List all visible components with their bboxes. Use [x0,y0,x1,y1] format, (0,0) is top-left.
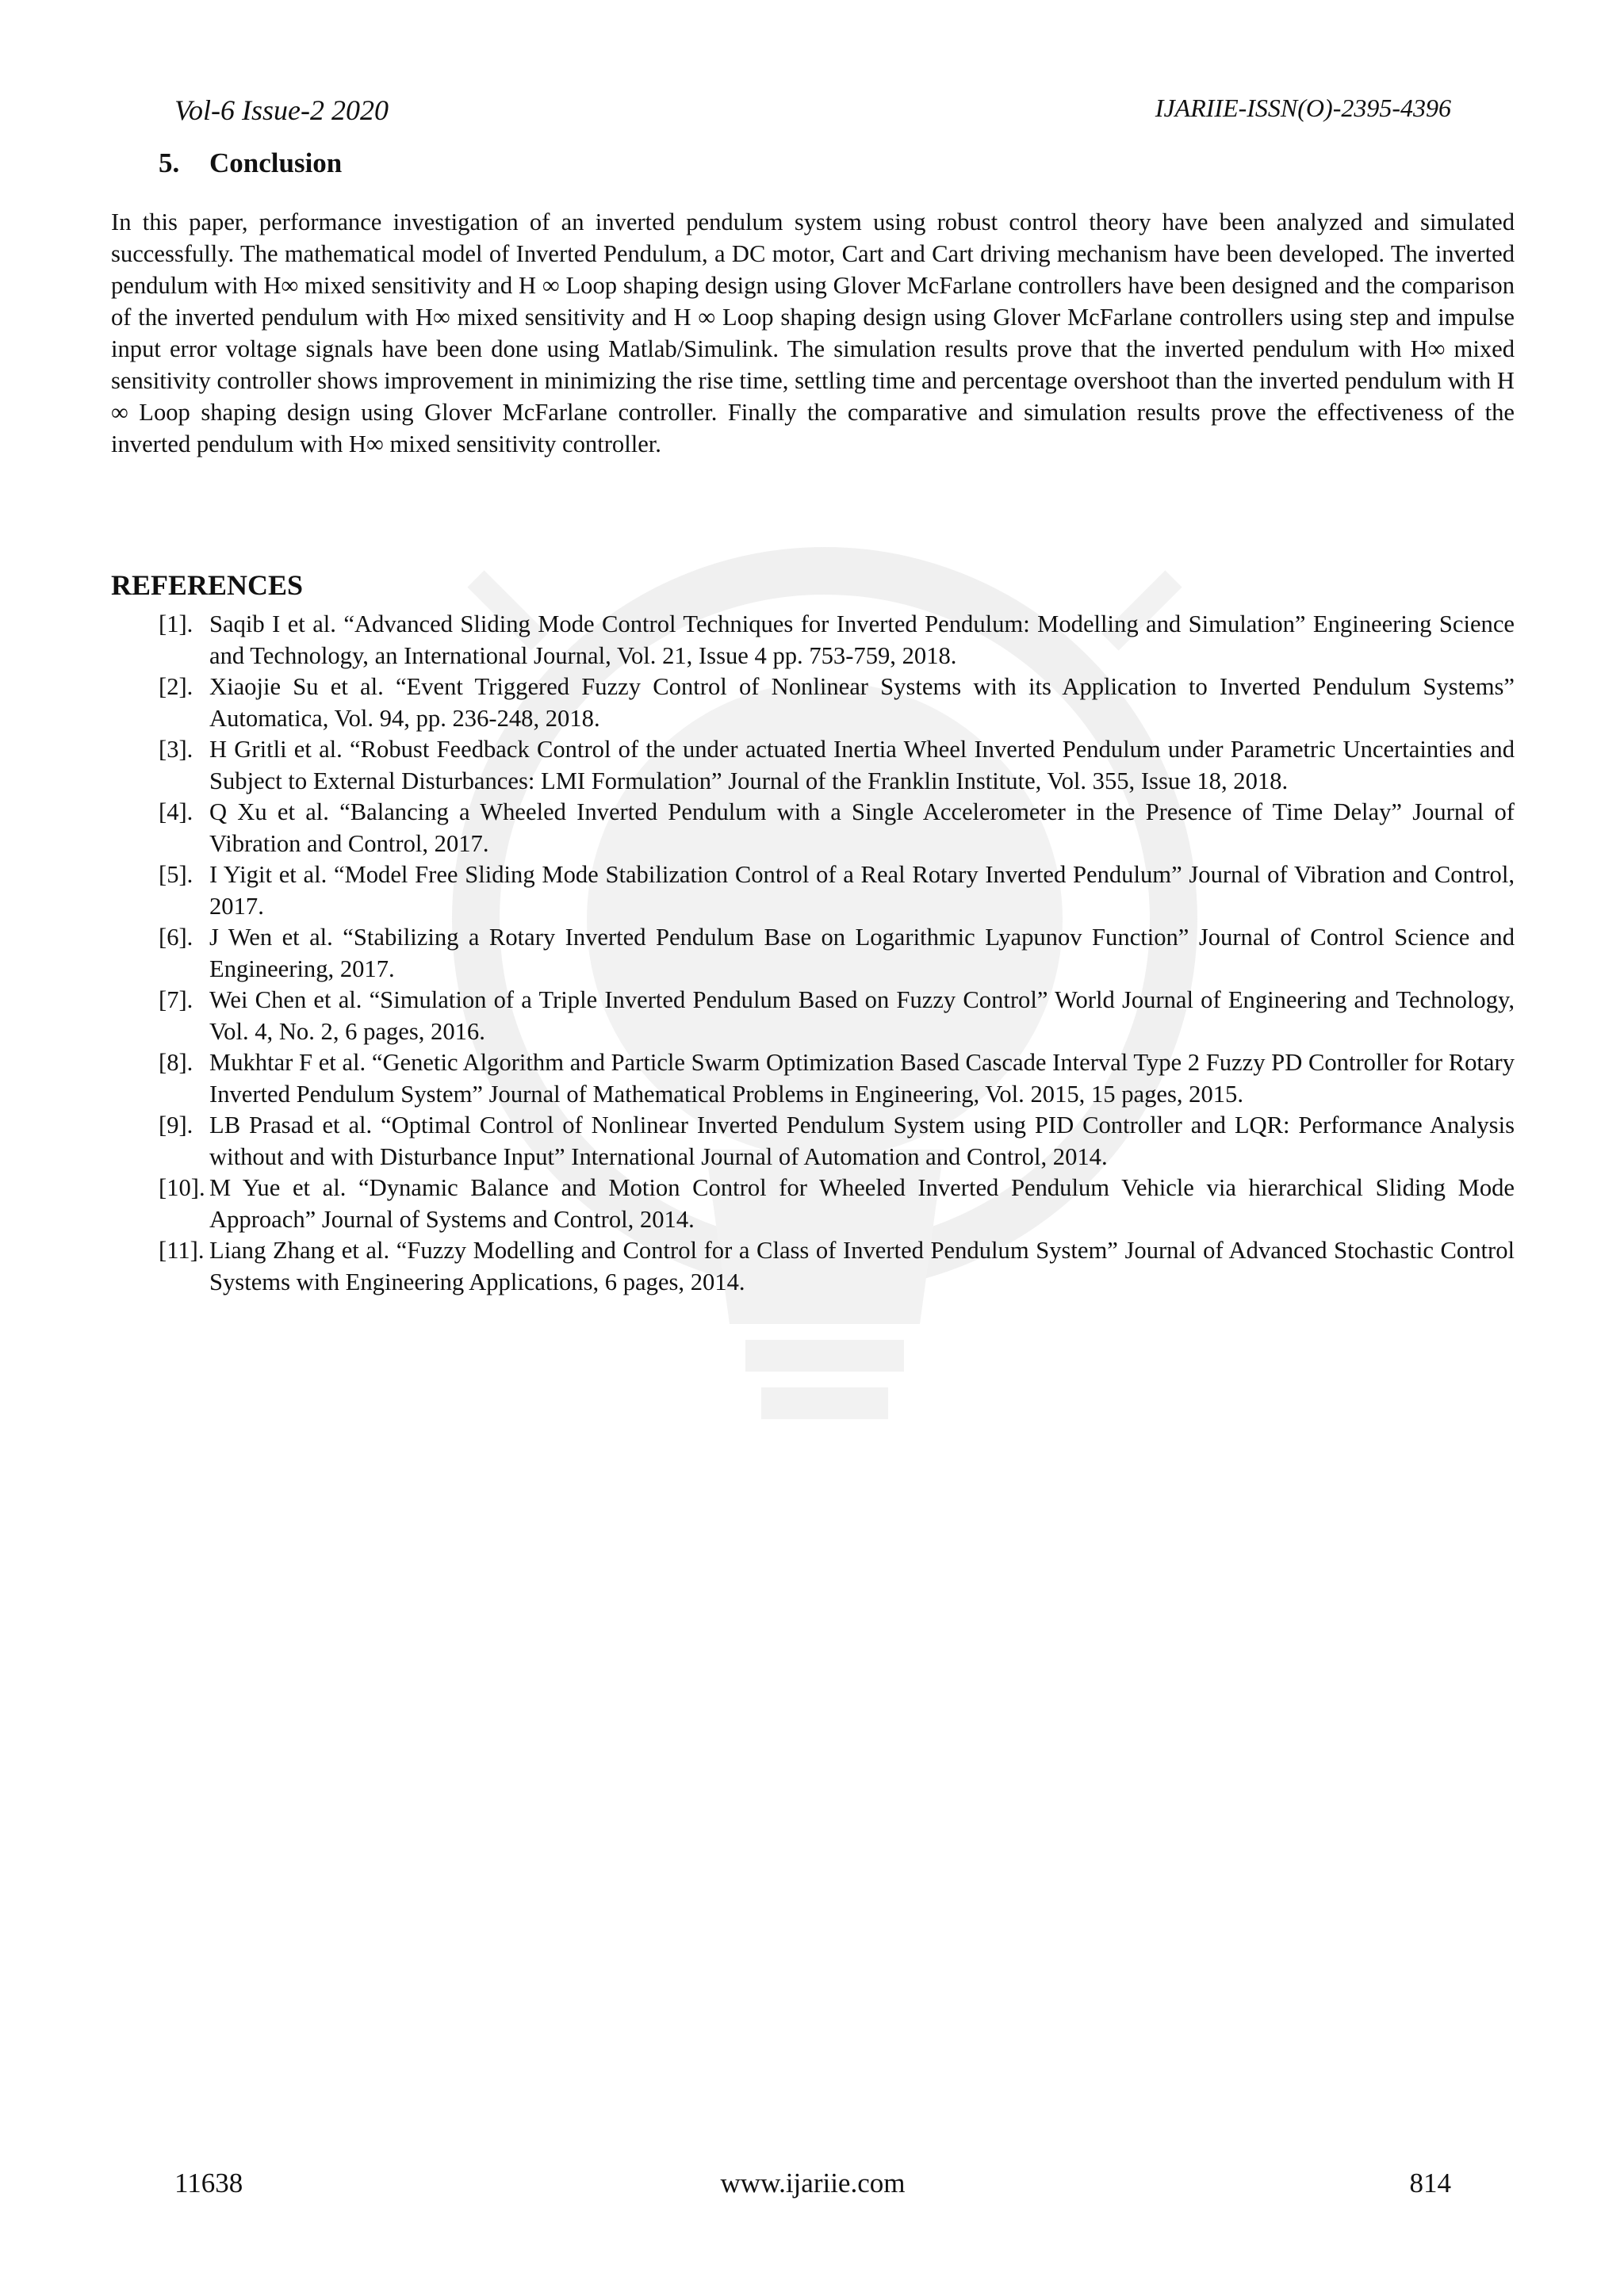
reference-index: [5]. [159,861,193,888]
reference-text: Mukhtar F et al. “Genetic Algorithm and Particle Swarm Optimization Based Cascade Interval Type 2 Fuzzy PD Controller for Rotary Inverted Pendulum System” Journal of Mathematical Problems in Engineering, Vol. 2015, 15 pages, 2015. [209,1049,1515,1108]
reference-item [111,734,1515,797]
journal-volume-issue: Vol-6 Issue-2 2020 [174,94,389,126]
reference-text: LB Prasad et al. “Optimal Control of Nonlinear Inverted Pendulum System using PID Controller and LQR: Performance Analysis without and with Disturbance Input” International Journal of Automation and Control, 2014. [209,1112,1515,1170]
reference-item [111,859,1515,922]
section-title: Conclusion [209,147,343,178]
reference-index: [9]. [159,1112,193,1138]
page-number: 814 [1409,2168,1451,2198]
references-heading: REFERENCES [111,569,304,601]
reference-text: Q Xu et al. “Balancing a Wheeled Inverted Pendulum with a Single Accelerometer in the Presence of Time Delay” Journal of Vibration and Control, 2017. [209,798,1515,857]
reference-index: [10]. [159,1174,205,1201]
reference-text: Liang Zhang et al. “Fuzzy Modelling and Control for a Class of Inverted Pendulum System” Journal of Advanced Stochastic Control Systems with Engineering Applications, 6 pages, 2014. [209,1237,1515,1295]
reference-text: Xiaojie Su et al. “Event Triggered Fuzzy Control of Nonlinear Systems with its Application to Inverted Pendulum Systems” Automatica, Vol. 94, pp. 236-248, 2018. [209,673,1515,732]
reference-index: [4]. [159,798,193,825]
section-heading [159,147,342,179]
reference-item [111,609,1515,672]
reference-text: M Yue et al. “Dynamic Balance and Motion Control for Wheeled Inverted Pendulum Vehicle via hierarchical Sliding Mode Approach” Journal of Systems and Control, 2014. [209,1174,1515,1233]
reference-index: [6]. [159,924,193,951]
reference-text: Wei Chen et al. “Simulation of a Triple Inverted Pendulum Based on Fuzzy Control” World Journal of Engineering and Technology, Vol. 4, No. 2, 6 pages, 2016. [209,986,1515,1045]
section-number: 5. [159,147,180,178]
reference-item [111,1110,1515,1173]
reference-text: J Wen et al. “Stabilizing a Rotary Inverted Pendulum Base on Logarithmic Lyapunov Function” Journal of Control Science and Engineering, 2017. [209,924,1515,982]
reference-item [111,797,1515,859]
reference-index: [2]. [159,673,193,700]
journal-issn: IJARIIE-ISSN(O)-2395-4396 [1155,94,1451,122]
reference-item [111,672,1515,734]
reference-index: [1]. [159,610,193,637]
reference-item [111,1047,1515,1110]
reference-item [111,1173,1515,1235]
reference-text: I Yigit et al. “Model Free Sliding Mode Stabilization Control of a Real Rotary Inverted Pendulum” Journal of Vibration and Control, 2017. [209,861,1515,920]
conclusion-paragraph: In this paper, performance investigation of an inverted pendulum system using robust control theory have been analyzed and simulated successfully. The mathematical model of Inverted Pendulum, a DC motor, Cart and Cart driving mechanism have been developed. The inverted pendulum with H∞ mixed sensitivity and H ∞ Loop shaping design using Glover McFarlane controllers have been designed and the comparison of the inverted pendulum with H∞ mixed sensitivity and H ∞ Loop shaping design using Glover McFarlane controllers using step and impulse input error voltage signals have been done using Matlab/Simulink. The simulation results prove that the inverted pendulum with H∞ mixed sensitivity controller shows improvement in minimizing the rise time, settling time and percentage overshoot than the inverted pendulum with H ∞ Loop shaping design using Glover McFarlane controller. Finally the comparative and simulation results prove the effectiveness of the inverted pendulum with H∞ mixed sensitivity controller. [111,209,1515,457]
reference-text: Saqib I et al. “Advanced Sliding Mode Control Techniques for Inverted Pendulum: Modelling and Simulation” Engineering Science and Technology, an International Journal, Vol. 21, Issue 4 pp. 753-759, 2018. [209,610,1515,669]
reference-text: H Gritli et al. “Robust Feedback Control of the under actuated Inertia Wheel Inverted Pendulum under Parametric Uncertainties and Subject to External Disturbances: LMI Formulation” Journal of the Franklin Institute, Vol. 355, Issue 18, 2018. [209,736,1515,794]
paper-id: 11638 [174,2168,243,2198]
page-footer [174,2168,1451,2207]
references-list [111,609,1515,1298]
page-header [174,94,1451,133]
reference-item [111,985,1515,1047]
journal-website: www.ijariie.com [720,2168,906,2198]
reference-item [111,1235,1515,1298]
reference-index: [3]. [159,736,193,763]
reference-index: [7]. [159,986,193,1013]
reference-index: [8]. [159,1049,193,1076]
reference-item [111,922,1515,985]
reference-index: [11]. [159,1237,205,1264]
